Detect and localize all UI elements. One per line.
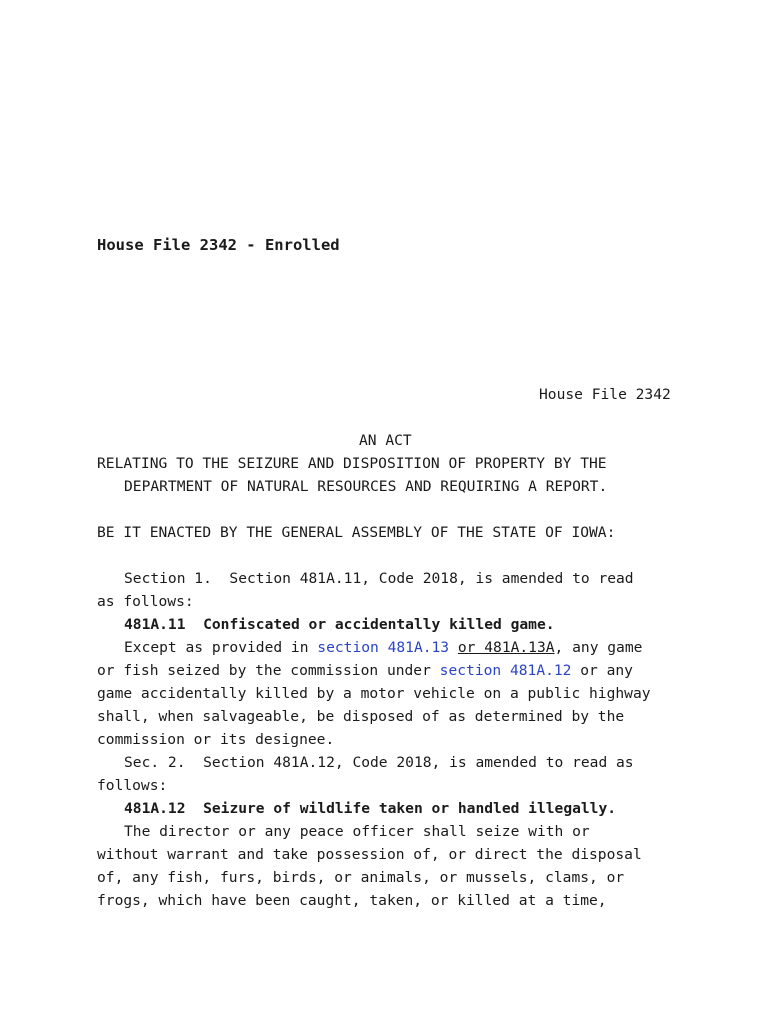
section-2-line-2: follows: (97, 777, 168, 794)
enacting-clause: BE IT ENACTED BY THE GENERAL ASSEMBLY OF THE STATE OF IOWA: (97, 524, 616, 541)
text-run (449, 639, 458, 656)
section-2-paragraph-line-4: frogs, which have been caught, taken, or killed at a time, (97, 892, 607, 909)
section-1-paragraph-line-3: game accidentally killed by a motor vehicle on a public highway (97, 685, 651, 702)
act-title-line-1: RELATING TO THE SEIZURE AND DISPOSITION OF PROPERTY BY THE (97, 455, 607, 472)
section-2-paragraph-line-2: without warrant and take possession of, or direct the disposal (97, 846, 642, 863)
text-run: or fish seized by the commission under (97, 662, 440, 679)
text-run: , any game (554, 639, 643, 656)
document-heading: House File 2342 - Enrolled (97, 236, 340, 254)
section-1-paragraph-line-1 (124, 639, 642, 657)
section-2-line-1: Sec. 2. Section 481A.12, Code 2018, is amended to read as (124, 754, 634, 771)
section-1-line-2: as follows: (97, 593, 194, 610)
file-reference: House File 2342 (539, 386, 671, 403)
section-2-heading (124, 800, 616, 818)
section-1-paragraph-line-2 (97, 662, 633, 680)
text-run: Except as provided in (124, 639, 318, 656)
section-1-heading-text: Confiscated or accidentally killed game. (203, 616, 555, 633)
section-2-paragraph-line-3: of, any fish, furs, birds, or animals, or mussels, clams, or (97, 869, 625, 886)
section-1-paragraph-line-4: shall, when salvageable, be disposed of as determined by the (97, 708, 625, 725)
act-title-line-2: DEPARTMENT OF NATURAL RESOURCES AND REQUIRING A REPORT. (124, 478, 608, 495)
section-2-heading-number: 481A.12 (124, 800, 186, 817)
text-run: or any (571, 662, 633, 679)
act-label: AN ACT (359, 432, 412, 449)
section-481a12-link[interactable]: section 481A.12 (439, 662, 572, 679)
inserted-text: or 481A.13A (457, 639, 555, 656)
section-1-heading-number: 481A.11 (124, 616, 186, 633)
section-1-heading (124, 616, 555, 634)
section-481a13-link[interactable]: section 481A.13 (317, 639, 450, 656)
section-1-paragraph-line-5: commission or its designee. (97, 731, 335, 748)
section-2-paragraph-line-1: The director or any peace officer shall seize with or (124, 823, 590, 840)
section-2-heading-text: Seizure of wildlife taken or handled illegally. (203, 800, 617, 817)
section-1-line-1: Section 1. Section 481A.11, Code 2018, is amended to read (124, 570, 634, 587)
